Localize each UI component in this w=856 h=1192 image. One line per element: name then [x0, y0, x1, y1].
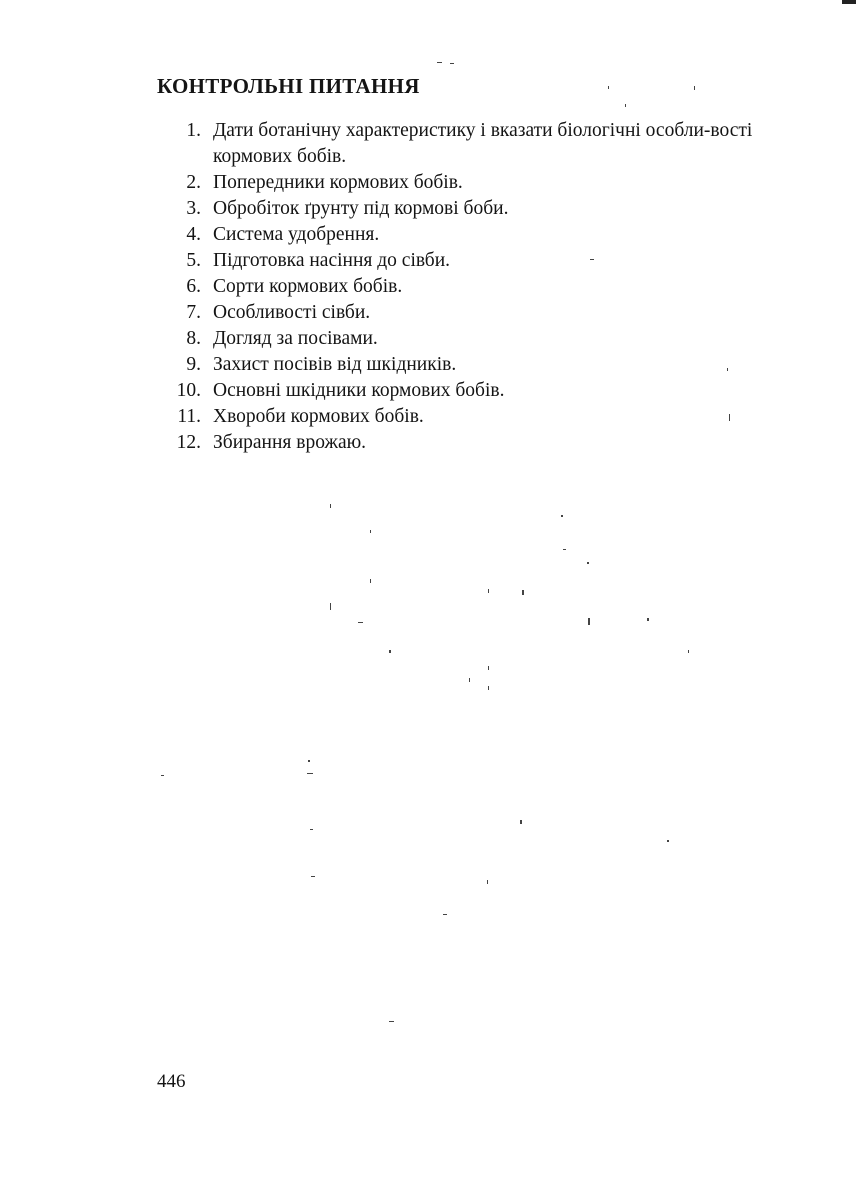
question-number: 12. — [176, 432, 201, 453]
scan-speck — [389, 650, 391, 653]
question-item — [158, 274, 798, 300]
scan-speck — [389, 1021, 394, 1022]
question-number: 8. — [186, 328, 201, 349]
question-number: 6. — [186, 276, 201, 297]
question-number: 7. — [186, 302, 201, 323]
question-number: 1. — [186, 120, 201, 141]
question-text: Система удобрення. — [213, 224, 380, 245]
question-item — [158, 352, 798, 378]
scan-speck — [727, 368, 728, 371]
question-text: Захист посівів від шкідників. — [213, 354, 457, 375]
question-item — [158, 222, 798, 248]
scan-speck — [608, 86, 609, 89]
scan-speck — [443, 914, 447, 915]
question-item — [158, 300, 798, 326]
question-item — [158, 404, 798, 430]
question-text: Попередники кормових бобів. — [213, 172, 463, 193]
scan-speck — [688, 650, 689, 653]
scan-speck — [330, 504, 331, 508]
question-number: 2. — [186, 172, 201, 193]
scan-speck — [488, 686, 489, 690]
question-item — [158, 248, 798, 274]
question-item — [158, 326, 798, 352]
scan-speck — [694, 86, 695, 90]
scan-speck — [370, 579, 371, 583]
scan-speck — [488, 589, 489, 593]
scan-speck — [729, 414, 730, 421]
question-item — [158, 170, 798, 196]
question-text: Дати ботанічну характеристику і вказати біологічні особли-вості кормових бобів. — [213, 120, 753, 167]
scan-speck — [587, 562, 589, 564]
scan-speck — [487, 880, 488, 884]
scan-speck — [161, 775, 164, 776]
question-text: Обробіток ґрунту під кормові боби. — [213, 198, 509, 219]
scan-speck — [330, 603, 331, 610]
page-number: 446 — [157, 1071, 186, 1092]
question-text: Особливості сівби. — [213, 302, 371, 323]
question-number: 11. — [177, 406, 201, 427]
scan-speck — [625, 104, 626, 107]
scan-speck — [667, 840, 669, 842]
scan-speck — [520, 820, 522, 824]
question-text: Догляд за посівами. — [213, 328, 378, 349]
question-number: 5. — [186, 250, 201, 271]
scan-speck — [310, 829, 313, 830]
question-item — [158, 378, 798, 404]
question-number: 10. — [176, 380, 201, 401]
question-text: Хвороби кормових бобів. — [213, 406, 424, 427]
question-item — [158, 118, 798, 170]
question-item — [158, 196, 798, 222]
question-number: 9. — [186, 354, 201, 375]
scan-speck — [450, 63, 454, 64]
scan-speck — [590, 259, 594, 260]
question-text: Сорти кормових бобів. — [213, 276, 403, 297]
scan-speck — [488, 666, 489, 670]
question-item — [158, 430, 798, 456]
scan-speck — [588, 618, 590, 625]
questions-list — [158, 118, 798, 456]
scan-speck — [437, 62, 442, 63]
question-number: 4. — [186, 224, 201, 245]
scan-speck — [307, 773, 313, 774]
question-number: 3. — [186, 198, 201, 219]
section-heading: КОНТРОЛЬНІ ПИТАННЯ — [157, 74, 420, 98]
scan-speck — [563, 549, 566, 550]
scan-speck — [522, 590, 524, 595]
scan-speck — [469, 678, 470, 682]
scan-speck — [370, 530, 371, 533]
page-edge-mark — [842, 0, 856, 4]
question-text: Підготовка насіння до сівби. — [213, 250, 451, 271]
scan-speck — [561, 515, 563, 517]
scan-speck — [308, 760, 310, 762]
question-text: Основні шкідники кормових бобів. — [213, 380, 505, 401]
question-text: Збирання врожаю. — [213, 432, 367, 453]
scan-speck — [358, 622, 363, 623]
scan-speck — [311, 876, 315, 877]
scan-speck — [647, 618, 649, 621]
